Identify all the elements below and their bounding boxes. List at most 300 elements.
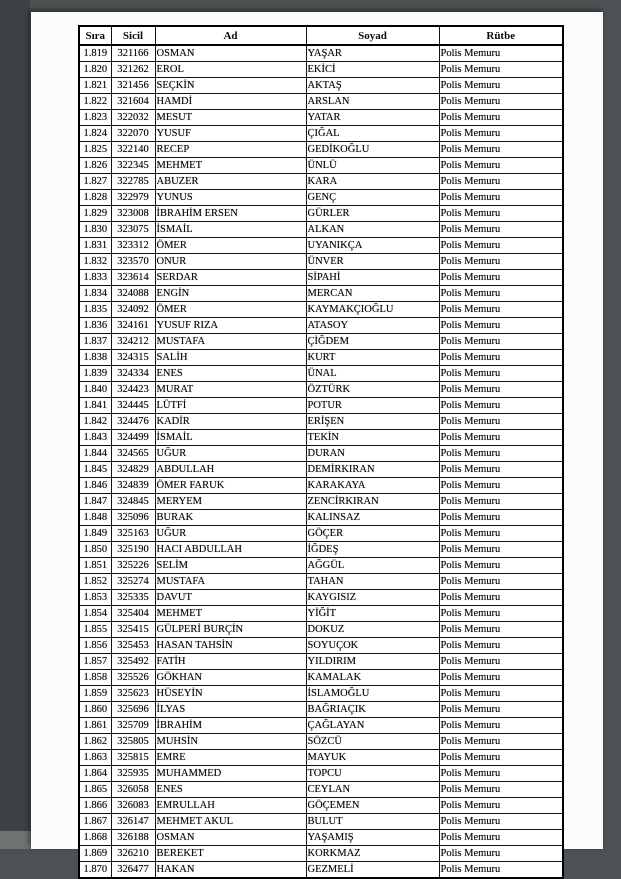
cell-soyad: SOYUÇOK (306, 638, 439, 654)
cell-soyad: DEMİRKIRAN (306, 462, 439, 478)
cell-ad: MUHAMMED (155, 766, 306, 782)
cell-sicil: 321456 (111, 78, 155, 94)
table-row (79, 670, 563, 686)
cell-sira: 1.850 (79, 542, 111, 558)
table-row (79, 782, 563, 798)
cell-sira: 1.822 (79, 94, 111, 110)
cell-sicil: 323312 (111, 238, 155, 254)
table-row (79, 366, 563, 382)
table-row (79, 254, 563, 270)
table-header-row (79, 26, 563, 45)
cell-sira: 1.865 (79, 782, 111, 798)
cell-sira: 1.846 (79, 478, 111, 494)
cell-soyad: AKTAŞ (306, 78, 439, 94)
cell-rutbe: Polis Memuru (439, 510, 563, 526)
table-row (79, 270, 563, 286)
table-row (79, 174, 563, 190)
cell-sira: 1.836 (79, 318, 111, 334)
cell-ad: GÜLPERİ BURÇİN (155, 622, 306, 638)
cell-soyad: ALKAN (306, 222, 439, 238)
cell-sira: 1.844 (79, 446, 111, 462)
cell-sira: 1.847 (79, 494, 111, 510)
cell-ad: ENES (155, 782, 306, 798)
cell-sira: 1.851 (79, 558, 111, 574)
table-row (79, 702, 563, 718)
cell-sicil: 325815 (111, 750, 155, 766)
cell-soyad: ÇAĞLAYAN (306, 718, 439, 734)
cell-soyad: MAYUK (306, 750, 439, 766)
cell-sira: 1.854 (79, 606, 111, 622)
cell-sicil: 322785 (111, 174, 155, 190)
cell-sicil: 321166 (111, 45, 155, 62)
table-row (79, 286, 563, 302)
cell-ad: İBRAHİM (155, 718, 306, 734)
cell-sira: 1.819 (79, 45, 111, 62)
table-row (79, 206, 563, 222)
header-cell-sira: Sıra (79, 26, 111, 45)
cell-sira: 1.837 (79, 334, 111, 350)
cell-soyad: ATASOY (306, 318, 439, 334)
cell-soyad: ZENCİRKIRAN (306, 494, 439, 510)
table-row (79, 126, 563, 142)
cell-soyad: ERİŞEN (306, 414, 439, 430)
cell-rutbe: Polis Memuru (439, 814, 563, 830)
cell-ad: UĞUR (155, 526, 306, 542)
table-row (79, 318, 563, 334)
cell-sicil: 325453 (111, 638, 155, 654)
cell-soyad: ARSLAN (306, 94, 439, 110)
table-row (79, 862, 563, 879)
cell-sira: 1.829 (79, 206, 111, 222)
table-row (79, 734, 563, 750)
cell-rutbe: Polis Memuru (439, 686, 563, 702)
cell-rutbe: Polis Memuru (439, 254, 563, 270)
cell-ad: EMRE (155, 750, 306, 766)
cell-soyad: KARAKAYA (306, 478, 439, 494)
cell-ad: LÜTFİ (155, 398, 306, 414)
cell-rutbe: Polis Memuru (439, 622, 563, 638)
cell-ad: ONUR (155, 254, 306, 270)
cell-rutbe: Polis Memuru (439, 462, 563, 478)
cell-sicil: 325190 (111, 542, 155, 558)
cell-rutbe: Polis Memuru (439, 398, 563, 414)
cell-rutbe: Polis Memuru (439, 494, 563, 510)
cell-sira: 1.868 (79, 830, 111, 846)
cell-soyad: GÖÇEMEN (306, 798, 439, 814)
table-row (79, 190, 563, 206)
table-row (79, 398, 563, 414)
cell-sira: 1.838 (79, 350, 111, 366)
cell-sira: 1.820 (79, 62, 111, 78)
table-row (79, 622, 563, 638)
table-row (79, 462, 563, 478)
cell-sira: 1.842 (79, 414, 111, 430)
cell-soyad: KAYMAKÇIOĞLU (306, 302, 439, 318)
cell-soyad: YAŞAMIŞ (306, 830, 439, 846)
cell-sicil: 323614 (111, 270, 155, 286)
cell-sicil: 322032 (111, 110, 155, 126)
cell-sira: 1.840 (79, 382, 111, 398)
cell-ad: MUHSİN (155, 734, 306, 750)
cell-rutbe: Polis Memuru (439, 670, 563, 686)
cell-sira: 1.860 (79, 702, 111, 718)
cell-ad: MUSTAFA (155, 574, 306, 590)
cell-sira: 1.855 (79, 622, 111, 638)
cell-rutbe: Polis Memuru (439, 414, 563, 430)
table-row (79, 110, 563, 126)
cell-rutbe: Polis Memuru (439, 590, 563, 606)
cell-sicil: 322070 (111, 126, 155, 142)
cell-ad: ÖMER (155, 302, 306, 318)
cell-soyad: SİPAHİ (306, 270, 439, 286)
cell-rutbe: Polis Memuru (439, 830, 563, 846)
cell-ad: İSMAİL (155, 430, 306, 446)
cell-sicil: 326083 (111, 798, 155, 814)
cell-soyad: İSLAMOĞLU (306, 686, 439, 702)
cell-sira: 1.861 (79, 718, 111, 734)
cell-rutbe: Polis Memuru (439, 478, 563, 494)
cell-rutbe: Polis Memuru (439, 846, 563, 862)
cell-rutbe: Polis Memuru (439, 350, 563, 366)
table-row (79, 590, 563, 606)
cell-sira: 1.845 (79, 462, 111, 478)
cell-sira: 1.841 (79, 398, 111, 414)
cell-ad: ENGİN (155, 286, 306, 302)
cell-soyad: KURT (306, 350, 439, 366)
cell-sicil: 321604 (111, 94, 155, 110)
cell-rutbe: Polis Memuru (439, 78, 563, 94)
cell-soyad: BAĞRIAÇIK (306, 702, 439, 718)
cell-sicil: 324423 (111, 382, 155, 398)
cell-sira: 1.825 (79, 142, 111, 158)
cell-soyad: KARA (306, 174, 439, 190)
cell-ad: MEHMET (155, 606, 306, 622)
cell-rutbe: Polis Memuru (439, 366, 563, 382)
cell-soyad: YATAR (306, 110, 439, 126)
cell-ad: BURAK (155, 510, 306, 526)
cell-soyad: TEKİN (306, 430, 439, 446)
cell-sira: 1.839 (79, 366, 111, 382)
cell-ad: HAKAN (155, 862, 306, 879)
cell-rutbe: Polis Memuru (439, 158, 563, 174)
cell-sicil: 324499 (111, 430, 155, 446)
cell-soyad: KALINSAZ (306, 510, 439, 526)
cell-soyad: ÜNLÜ (306, 158, 439, 174)
cell-sicil: 325274 (111, 574, 155, 590)
cell-ad: OSMAN (155, 830, 306, 846)
cell-ad: ENES (155, 366, 306, 382)
cell-sicil: 324476 (111, 414, 155, 430)
table-row (79, 222, 563, 238)
cell-ad: ÖMER (155, 238, 306, 254)
cell-rutbe: Polis Memuru (439, 318, 563, 334)
cell-ad: MERYEM (155, 494, 306, 510)
cell-rutbe: Polis Memuru (439, 638, 563, 654)
cell-ad: SEÇKİN (155, 78, 306, 94)
cell-ad: UĞUR (155, 446, 306, 462)
cell-ad: HÜSEYİN (155, 686, 306, 702)
cell-rutbe: Polis Memuru (439, 558, 563, 574)
cell-ad: HAMDİ (155, 94, 306, 110)
cell-sicil: 325696 (111, 702, 155, 718)
cell-sicil: 324161 (111, 318, 155, 334)
cell-rutbe: Polis Memuru (439, 302, 563, 318)
cell-rutbe: Polis Memuru (439, 334, 563, 350)
cell-soyad: DURAN (306, 446, 439, 462)
records-table (78, 25, 564, 879)
cell-ad: GÖKHAN (155, 670, 306, 686)
cell-sicil: 323075 (111, 222, 155, 238)
cell-soyad: GEZMELİ (306, 862, 439, 879)
table-row (79, 814, 563, 830)
table-row (79, 158, 563, 174)
cell-ad: MURAT (155, 382, 306, 398)
cell-sicil: 325709 (111, 718, 155, 734)
cell-sira: 1.823 (79, 110, 111, 126)
cell-rutbe: Polis Memuru (439, 734, 563, 750)
cell-ad: MEHMET AKUL (155, 814, 306, 830)
cell-ad: İSMAİL (155, 222, 306, 238)
cell-rutbe: Polis Memuru (439, 238, 563, 254)
cell-ad: ABUZER (155, 174, 306, 190)
table-row (79, 446, 563, 462)
cell-ad: FATİH (155, 654, 306, 670)
cell-sicil: 325526 (111, 670, 155, 686)
cell-ad: EROL (155, 62, 306, 78)
cell-ad: HASAN TAHSİN (155, 638, 306, 654)
cell-soyad: SÖZCÜ (306, 734, 439, 750)
cell-soyad: TAHAN (306, 574, 439, 590)
cell-sicil: 325404 (111, 606, 155, 622)
cell-sicil: 325805 (111, 734, 155, 750)
table-row (79, 798, 563, 814)
cell-ad: YUNUS (155, 190, 306, 206)
cell-ad: YUSUF (155, 126, 306, 142)
cell-sira: 1.848 (79, 510, 111, 526)
cell-sira: 1.864 (79, 766, 111, 782)
cell-sira: 1.863 (79, 750, 111, 766)
cell-soyad: ÇIĞAL (306, 126, 439, 142)
cell-sira: 1.835 (79, 302, 111, 318)
cell-soyad: YAŞAR (306, 45, 439, 62)
table-row (79, 430, 563, 446)
cell-sira: 1.856 (79, 638, 111, 654)
cell-rutbe: Polis Memuru (439, 766, 563, 782)
cell-soyad: AĞGÜL (306, 558, 439, 574)
table-row (79, 238, 563, 254)
document-page (31, 12, 603, 875)
cell-sicil: 321262 (111, 62, 155, 78)
table-row (79, 654, 563, 670)
cell-sicil: 325096 (111, 510, 155, 526)
cell-sira: 1.870 (79, 862, 111, 879)
cell-sicil: 324445 (111, 398, 155, 414)
table-row (79, 526, 563, 542)
cell-soyad: POTUR (306, 398, 439, 414)
cell-ad: BEREKET (155, 846, 306, 862)
cell-sira: 1.834 (79, 286, 111, 302)
cell-sicil: 324212 (111, 334, 155, 350)
cell-sicil: 324839 (111, 478, 155, 494)
cell-ad: ABDULLAH (155, 462, 306, 478)
cell-ad: KADİR (155, 414, 306, 430)
cell-sira: 1.831 (79, 238, 111, 254)
cell-rutbe: Polis Memuru (439, 574, 563, 590)
table-row (79, 78, 563, 94)
cell-sira: 1.853 (79, 590, 111, 606)
cell-sicil: 324829 (111, 462, 155, 478)
header-cell-rutbe: Rütbe (439, 26, 563, 45)
cell-soyad: TOPCU (306, 766, 439, 782)
table-row (79, 718, 563, 734)
cell-soyad: GÜRLER (306, 206, 439, 222)
cell-sicil: 324088 (111, 286, 155, 302)
cell-sira: 1.826 (79, 158, 111, 174)
cell-rutbe: Polis Memuru (439, 606, 563, 622)
cell-rutbe: Polis Memuru (439, 45, 563, 62)
cell-ad: İLYAS (155, 702, 306, 718)
table-row (79, 574, 563, 590)
cell-rutbe: Polis Memuru (439, 798, 563, 814)
cell-rutbe: Polis Memuru (439, 190, 563, 206)
cell-soyad: İĞDEŞ (306, 542, 439, 558)
cell-sicil: 323008 (111, 206, 155, 222)
cell-sira: 1.833 (79, 270, 111, 286)
table-row (79, 542, 563, 558)
cell-sicil: 325335 (111, 590, 155, 606)
cell-rutbe: Polis Memuru (439, 126, 563, 142)
cell-sicil: 324565 (111, 446, 155, 462)
cell-sira: 1.867 (79, 814, 111, 830)
cell-sira: 1.830 (79, 222, 111, 238)
cell-sicil: 324334 (111, 366, 155, 382)
table-row (79, 766, 563, 782)
cell-sicil: 325163 (111, 526, 155, 542)
cell-rutbe: Polis Memuru (439, 526, 563, 542)
cell-rutbe: Polis Memuru (439, 782, 563, 798)
cell-sicil: 326188 (111, 830, 155, 846)
cell-ad: DAVUT (155, 590, 306, 606)
header-cell-soyad: Soyad (306, 26, 439, 45)
table-row (79, 94, 563, 110)
cell-rutbe: Polis Memuru (439, 110, 563, 126)
table-row (79, 478, 563, 494)
cell-soyad: YILDIRIM (306, 654, 439, 670)
cell-sira: 1.869 (79, 846, 111, 862)
cell-soyad: BULUT (306, 814, 439, 830)
table-row (79, 45, 563, 62)
cell-sicil: 324315 (111, 350, 155, 366)
cell-ad: OSMAN (155, 45, 306, 62)
cell-ad: RECEP (155, 142, 306, 158)
cell-soyad: ÇİĞDEM (306, 334, 439, 350)
cell-soyad: MERCAN (306, 286, 439, 302)
cell-rutbe: Polis Memuru (439, 718, 563, 734)
cell-rutbe: Polis Memuru (439, 174, 563, 190)
cell-rutbe: Polis Memuru (439, 542, 563, 558)
cell-sicil: 325415 (111, 622, 155, 638)
cell-sicil: 326058 (111, 782, 155, 798)
table-row (79, 62, 563, 78)
table-body (79, 45, 563, 878)
cell-soyad: EKİCİ (306, 62, 439, 78)
cell-sira: 1.832 (79, 254, 111, 270)
header-cell-sicil: Sicil (111, 26, 155, 45)
cell-rutbe: Polis Memuru (439, 94, 563, 110)
cell-soyad: GEDİKOĞLU (306, 142, 439, 158)
cell-sicil: 322140 (111, 142, 155, 158)
cell-rutbe: Polis Memuru (439, 206, 563, 222)
cell-sicil: 325623 (111, 686, 155, 702)
cell-sicil: 322345 (111, 158, 155, 174)
cell-rutbe: Polis Memuru (439, 270, 563, 286)
table-row (79, 606, 563, 622)
cell-soyad: KORKMAZ (306, 846, 439, 862)
cell-sira: 1.843 (79, 430, 111, 446)
cell-rutbe: Polis Memuru (439, 222, 563, 238)
cell-ad: MUSTAFA (155, 334, 306, 350)
cell-sira: 1.862 (79, 734, 111, 750)
cell-ad: ÖMER FARUK (155, 478, 306, 494)
cell-ad: EMRULLAH (155, 798, 306, 814)
cell-rutbe: Polis Memuru (439, 382, 563, 398)
cell-sira: 1.828 (79, 190, 111, 206)
cell-sira: 1.827 (79, 174, 111, 190)
cell-rutbe: Polis Memuru (439, 62, 563, 78)
cell-sicil: 326147 (111, 814, 155, 830)
cell-ad: İBRAHİM ERSEN (155, 206, 306, 222)
cell-sicil: 325492 (111, 654, 155, 670)
table-row (79, 414, 563, 430)
cell-sira: 1.858 (79, 670, 111, 686)
cell-ad: YUSUF RIZA (155, 318, 306, 334)
table-row (79, 846, 563, 862)
cell-rutbe: Polis Memuru (439, 446, 563, 462)
cell-sira: 1.849 (79, 526, 111, 542)
cell-soyad: YİĞİT (306, 606, 439, 622)
table-row (79, 334, 563, 350)
table-row (79, 302, 563, 318)
table-row (79, 350, 563, 366)
scanner-edge-left (0, 0, 30, 834)
cell-rutbe: Polis Memuru (439, 702, 563, 718)
cell-rutbe: Polis Memuru (439, 750, 563, 766)
header-cell-ad: Ad (155, 26, 306, 45)
table-row (79, 382, 563, 398)
cell-rutbe: Polis Memuru (439, 286, 563, 302)
cell-sira: 1.821 (79, 78, 111, 94)
cell-sicil: 325226 (111, 558, 155, 574)
cell-soyad: KAMALAK (306, 670, 439, 686)
table-row (79, 638, 563, 654)
cell-sira: 1.866 (79, 798, 111, 814)
cell-sira: 1.859 (79, 686, 111, 702)
table-row (79, 142, 563, 158)
cell-ad: SELİM (155, 558, 306, 574)
cell-soyad: DOKUZ (306, 622, 439, 638)
cell-soyad: GÖÇER (306, 526, 439, 542)
cell-ad: HACI ABDULLAH (155, 542, 306, 558)
cell-sicil: 326477 (111, 862, 155, 879)
cell-sicil: 325935 (111, 766, 155, 782)
table-row (79, 558, 563, 574)
cell-ad: SERDAR (155, 270, 306, 286)
cell-soyad: ÜNVER (306, 254, 439, 270)
table-row (79, 686, 563, 702)
cell-sicil: 324092 (111, 302, 155, 318)
cell-soyad: GENÇ (306, 190, 439, 206)
cell-soyad: KAYGISIZ (306, 590, 439, 606)
